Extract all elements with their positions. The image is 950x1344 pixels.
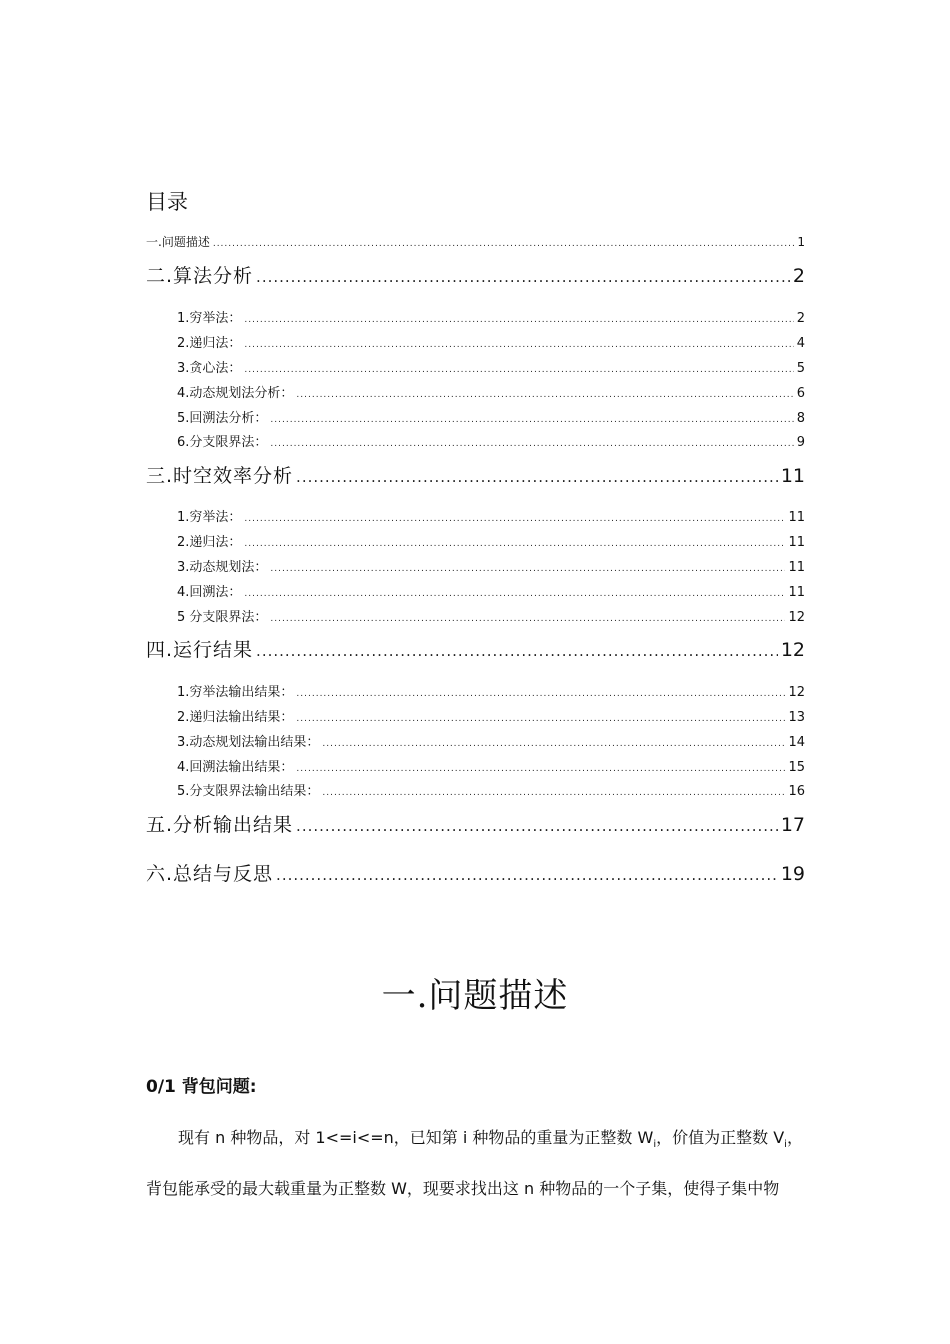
toc-entry[interactable] [177, 307, 805, 326]
toc-entry[interactable] [177, 431, 805, 450]
toc-leader [213, 239, 795, 249]
toc-leader [270, 415, 793, 425]
toc-entry[interactable] [177, 731, 805, 750]
toc-entry-label: 1.穷举法： [177, 510, 242, 525]
toc-entry[interactable] [146, 233, 805, 250]
toc-page-number: 17 [780, 814, 805, 836]
toc-page-number: 12 [788, 610, 805, 625]
toc-entry-label: 1.穷举法输出结果： [177, 685, 294, 700]
toc-page-number: 4 [796, 336, 805, 351]
toc-entry[interactable] [146, 859, 805, 886]
subscript-i: i [653, 1139, 657, 1151]
toc-entry[interactable] [146, 461, 805, 488]
toc-page-number: 11 [788, 510, 805, 525]
para-text: ， [786, 1128, 803, 1147]
toc-entry-label: 2.递归法： [177, 535, 242, 550]
toc-entry[interactable] [177, 581, 805, 600]
toc-entry[interactable] [177, 606, 805, 625]
toc-leader [296, 714, 785, 724]
toc-entry-label: 3.动态规划法输出结果： [177, 735, 320, 750]
toc-page-number: 15 [788, 760, 805, 775]
toc-leader [270, 439, 793, 449]
toc-page-number: 12 [788, 685, 805, 700]
toc-entry-label: 4.回溯法： [177, 585, 242, 600]
toc-entry[interactable] [177, 556, 805, 575]
toc-entry-label: 二.算法分析 [146, 265, 254, 287]
toc-leader [322, 788, 785, 798]
toc-entry-label: 6.分支限界法： [177, 435, 268, 450]
toc-leader [244, 539, 785, 549]
toc-entry-label: 四.运行结果 [146, 639, 254, 661]
toc-page-number: 2 [796, 311, 805, 326]
toc-leader [270, 564, 785, 574]
toc-entry-label: 六.总结与反思 [146, 863, 274, 885]
toc-entry[interactable] [177, 506, 805, 525]
toc-entry-label: 4.回溯法输出结果： [177, 760, 294, 775]
toc-entry-label: 2.递归法： [177, 336, 242, 351]
toc-entry-label: 5.回溯法分析： [177, 411, 268, 426]
toc-entry-label: 1.穷举法： [177, 311, 242, 326]
toc-page-number: 6 [796, 386, 805, 401]
toc-page-number: 9 [796, 435, 805, 450]
toc-entry-label: 三.时空效率分析 [146, 465, 294, 487]
toc-entry[interactable] [146, 261, 805, 288]
toc-entry-label: 3.贪心法： [177, 361, 242, 376]
toc-entry-label: 3.动态规划法： [177, 560, 268, 575]
toc-leader [270, 614, 785, 624]
toc-entry[interactable] [177, 407, 805, 426]
toc-entry-label: 五.分析输出结果 [146, 814, 294, 836]
para-text: ，价值为正整数 V [656, 1128, 785, 1147]
toc-leader [244, 589, 785, 599]
body-paragraph-line-2: 背包能承受的最大载重量为正整数 W，现要求找出这 n 种物品的一个子集，使得子集中物 [146, 1179, 780, 1198]
toc-entry[interactable] [177, 780, 805, 799]
toc-entry-label: 一.问题描述 [146, 235, 210, 249]
toc-page-number: 1 [797, 235, 805, 249]
subsection-heading: 0/1 背包问题: [146, 1077, 257, 1097]
toc-leader [244, 365, 793, 375]
toc-leader [296, 390, 793, 400]
toc-entry[interactable] [177, 332, 805, 351]
para-text: 现有 n 种物品，对 1<=i<=n，已知第 i 种物品的重量为正整数 W [178, 1128, 654, 1147]
toc-page-number: 14 [788, 735, 805, 750]
toc-leader [296, 817, 778, 835]
toc-entry[interactable] [177, 382, 805, 401]
toc-entry-label: 5.分支限界法输出结果： [177, 784, 320, 799]
toc-page-number: 16 [788, 784, 805, 799]
toc-page-number: 11 [788, 535, 805, 550]
toc-page-number: 11 [788, 560, 805, 575]
subscript-i: i [784, 1139, 787, 1151]
section-heading: 一.问题描述 [381, 976, 569, 1016]
toc-page-number: 2 [792, 265, 805, 287]
toc-entry[interactable] [177, 756, 805, 775]
toc-leader [244, 315, 793, 325]
toc-entry[interactable] [177, 706, 805, 725]
toc-page-number: 5 [796, 361, 805, 376]
toc-leader [296, 764, 785, 774]
toc-entry-label: 5 分支限界法： [177, 610, 268, 625]
toc-page-number: 13 [788, 710, 805, 725]
toc-entry[interactable] [177, 681, 805, 700]
toc-leader [276, 866, 778, 884]
toc-page-number: 8 [796, 411, 805, 426]
toc-page-number: 11 [780, 465, 805, 487]
toc-leader [256, 268, 790, 286]
toc-page-number: 12 [780, 639, 805, 661]
toc-entry[interactable] [146, 810, 805, 837]
toc-page-number: 19 [780, 863, 805, 885]
toc-entry-label: 2.递归法输出结果： [177, 710, 294, 725]
toc-leader [256, 642, 778, 660]
toc-leader [296, 689, 785, 699]
toc-entry-label: 4.动态规划法分析： [177, 386, 294, 401]
body-paragraph-line-1 [146, 1125, 803, 1150]
toc-page-number: 11 [788, 585, 805, 600]
toc-leader [244, 514, 785, 524]
toc-leader [322, 739, 785, 749]
toc-entry[interactable] [146, 635, 805, 662]
toc-entry[interactable] [177, 357, 805, 376]
toc-entry[interactable] [177, 531, 805, 550]
toc-leader [296, 468, 778, 486]
toc-title: 目录 [146, 190, 188, 214]
toc-leader [244, 340, 793, 350]
